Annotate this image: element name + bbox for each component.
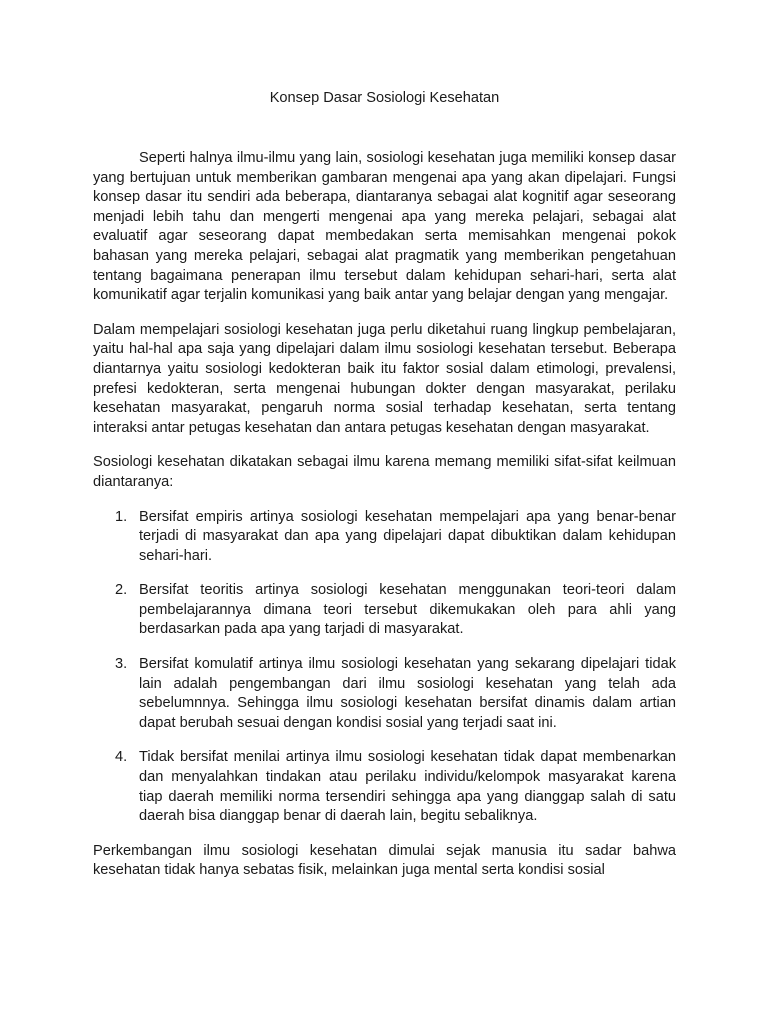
paragraph-intro: Seperti halnya ilmu-ilmu yang lain, sosiologi kesehatan juga memiliki konsep dasar yang bertujuan untuk memberikan gambaran mengenai apa yang akan dipelajari. Fungsi konsep dasar itu sendiri ada beberapa, diantaranya sebagai alat kognitif agar seseorang menjadi lebih tahu dan mengerti mengenai apa yang mereka pelajari, sebagai alat evaluatif agar seseorang dapat membedakan serta memisahkan mengenai pokok bahasan yang mereka pelajari, sebagai alat pragmatik yang memberikan pengetahuan tentang bagaimana penerapan ilmu tersebut dalam kehidupan sehari-hari, serta alat komunikatif agar terjalin komunikasi yang baik antar yang belajar dengan yang mengajar.	[93, 150, 676, 304]
list-item-text: Bersifat komulatif artinya ilmu sosiologi kesehatan yang sekarang dipelajari tidak lain adalah pengembangan dari ilmu sosiologi kesehatan yang telah ada sebelumnnya. Sehingga ilmu sosiologi kesehatan bersifat dinamis dalam artian dapat berubah sesuai dengan kondisi sosial yang terjadi saat ini.	[139, 656, 676, 731]
paragraph-scope: Dalam mempelajari sosiologi kesehatan juga perlu diketahui ruang lingkup pembelajaran, yaitu hal-hal apa saja yang dipelajari dalam ilmu sosiologi kesehatan tersebut. Beberapa diantarnya yaitu sosiologi kedokteran baik itu faktor sosial dalam etimologi, prevalensi, prefesi kedokteran, serta mengenai hubungan dokter dengan masyarakat, perilaku kesehatan masyarakat, pengaruh norma sosial terhadap kesehatan, serta tentang interaksi antar petugas kesehatan dan antara petugas kesehatan dengan masyarakat.	[93, 321, 676, 436]
document-page	[93, 88, 676, 896]
list-item-text: Bersifat teoritis artinya sosiologi kesehatan menggunakan teori-teori dalam pembelajarannya dimana teori tersebut dikemukakan oleh para ahli yang berdasarkan pada apa yang tarjadi di masyarakat.	[139, 582, 676, 638]
paragraph-development: Perkembangan ilmu sosiologi kesehatan dimulai sejak manusia itu sadar bahwa kesehatan tidak hanya sebatas fisik, melainkan juga mental serta kondisi sosial	[93, 842, 676, 879]
list-item	[93, 655, 676, 733]
list-item-number: 2.	[115, 582, 128, 599]
list-item-number: 3.	[115, 656, 128, 673]
list-item-text: Tidak bersifat menilai artinya ilmu sosiologi kesehatan tidak dapat membenarkan dan menyalahkan tindakan atau perilaku individu/kelompok masyarakat karena tiap daerah memiliki norma tersendiri sehingga apa yang dianggap salah di satu daerah bisa dianggap benar di daerah lain, begitu sebaliknya.	[139, 749, 676, 825]
list-item-number: 4.	[115, 749, 128, 766]
list-item-text: Bersifat empiris artinya sosiologi kesehatan mempelajari apa yang benar-benar terjadi di masyarakat dan apa yang dipelajari dapat dibuktikan dalam kehidupan sehari-hari.	[139, 508, 676, 564]
list-item	[93, 748, 676, 826]
list-item	[93, 508, 676, 567]
list-item	[93, 581, 676, 640]
page-title: Konsep Dasar Sosiologi Kesehatan	[269, 90, 500, 106]
characteristics-list	[93, 508, 676, 827]
paragraph-characteristics-intro: Sosiologi kesehatan dikatakan sebagai ilmu karena memang memiliki sifat-sifat keilmuan diantaranya:	[93, 454, 676, 490]
list-item-number: 1.	[115, 508, 128, 525]
